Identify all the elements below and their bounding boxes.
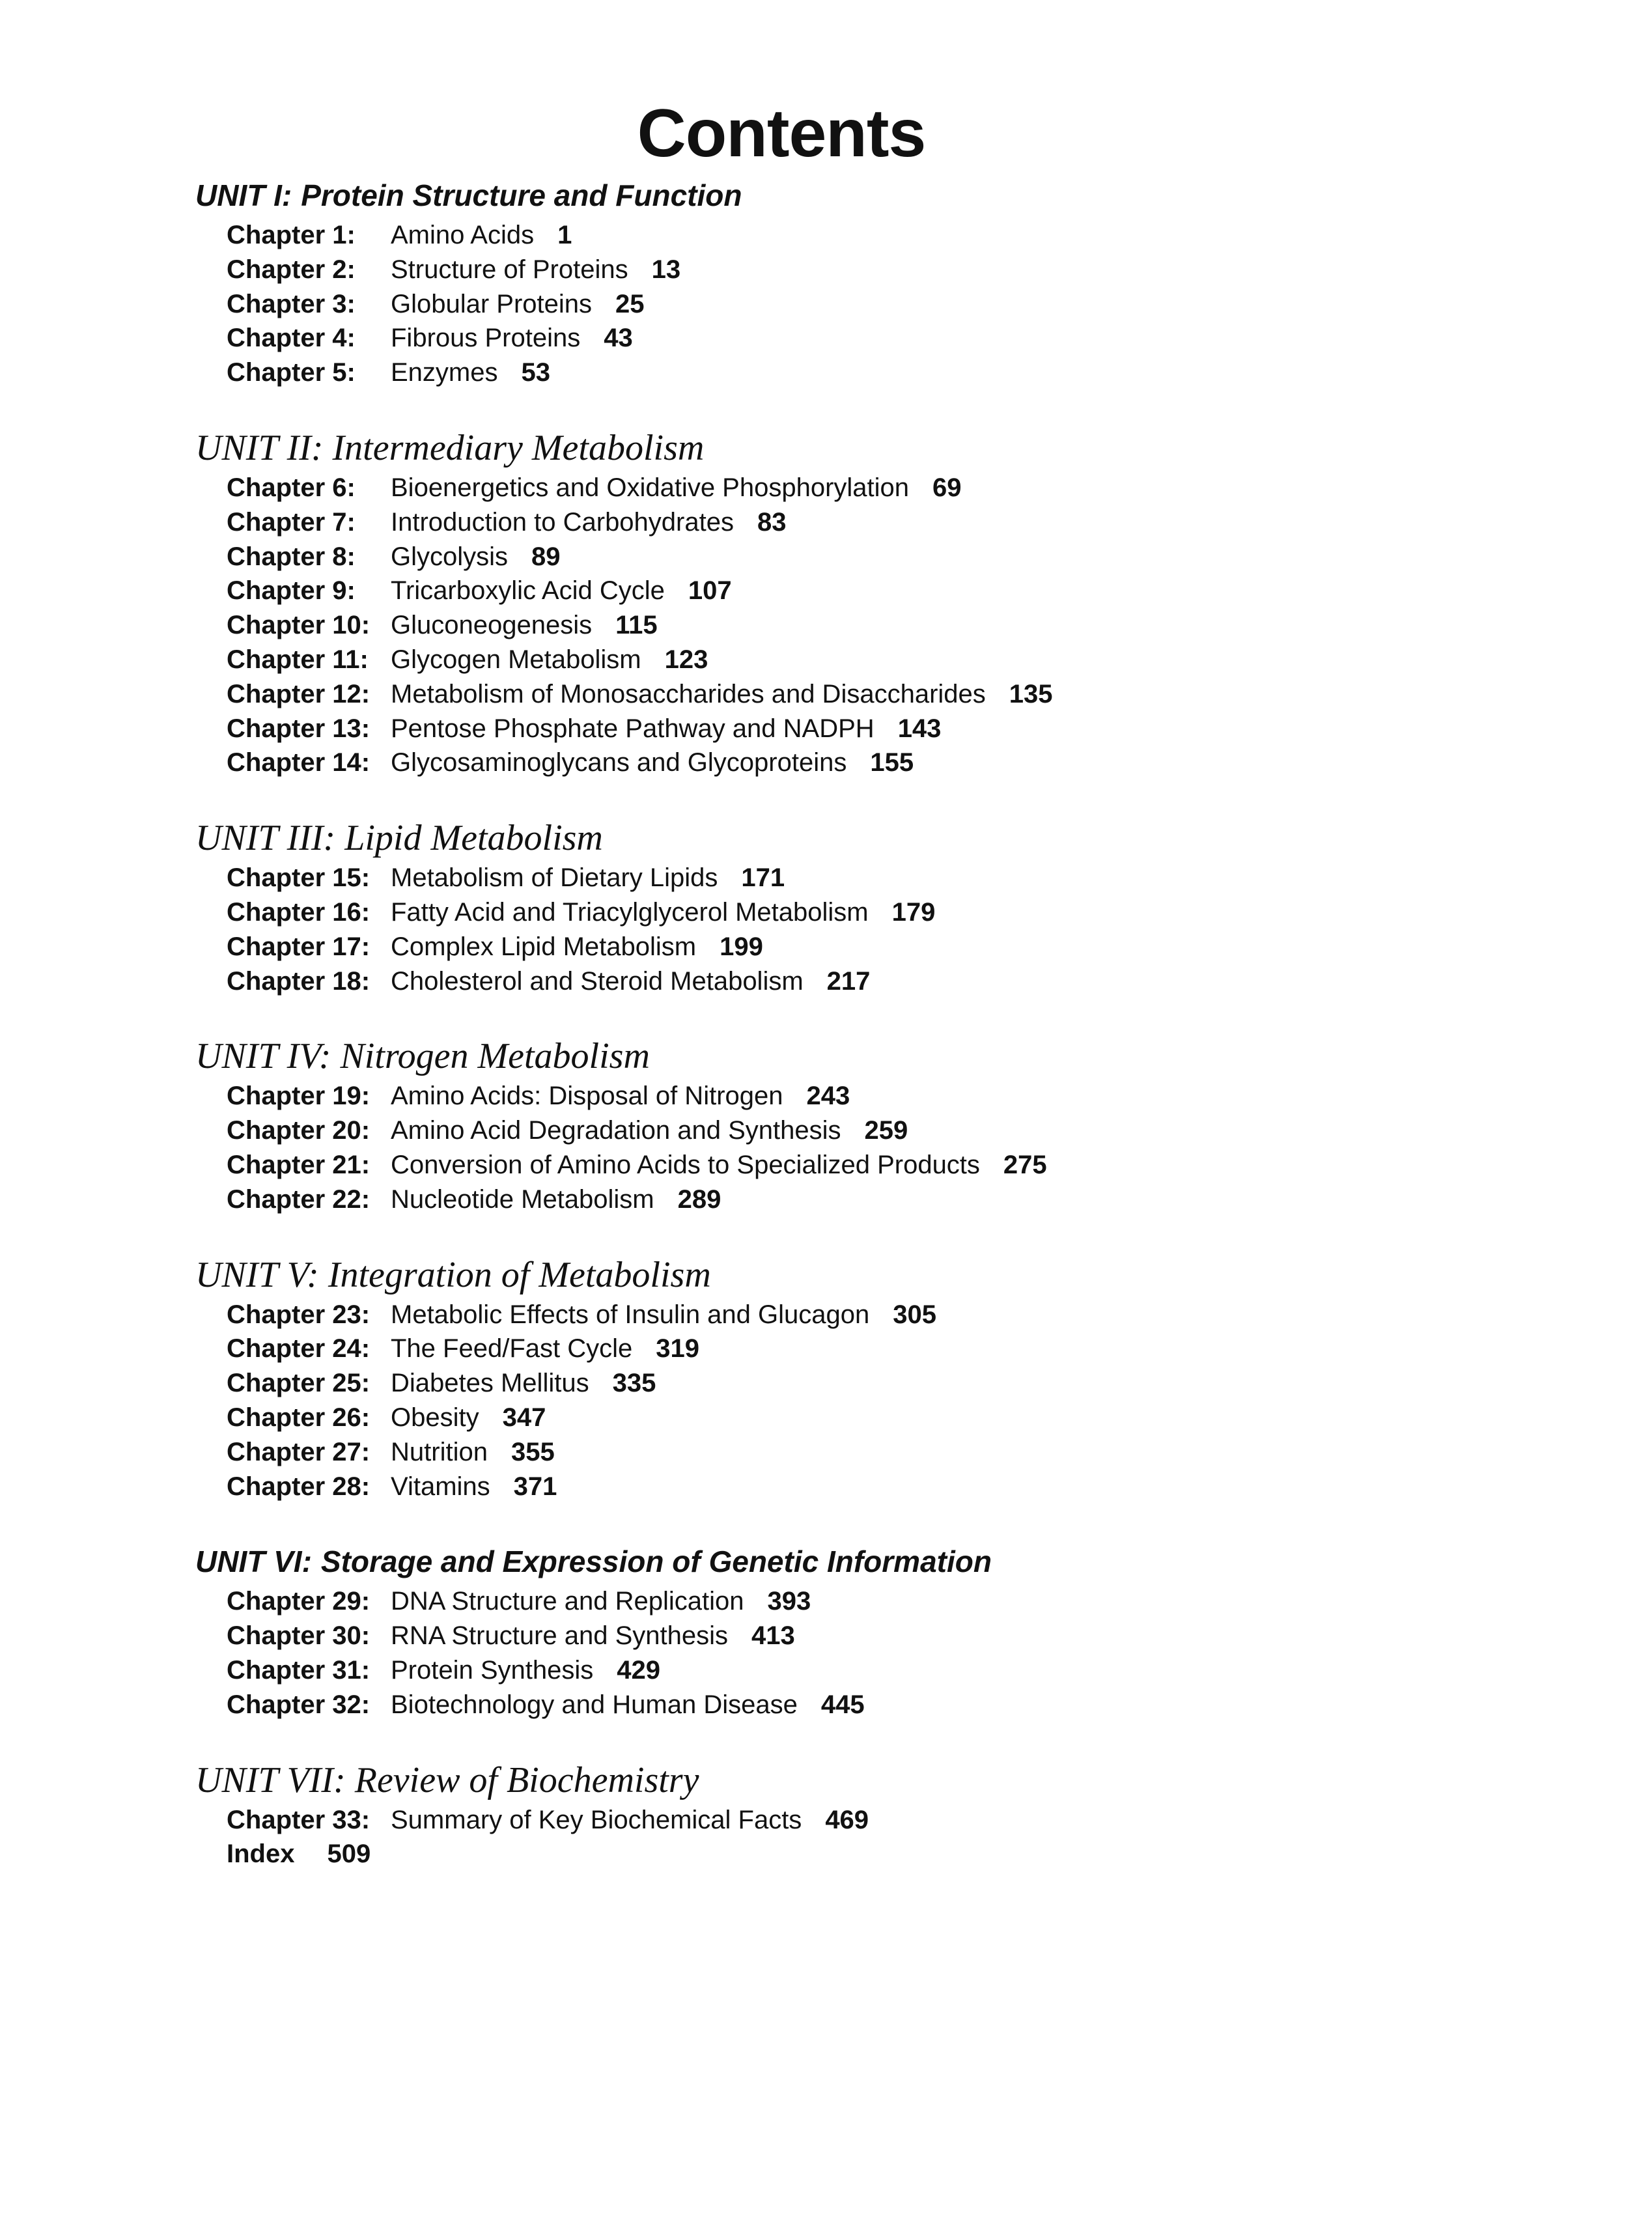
chapter-page-number: 347 (502, 1403, 546, 1432)
chapter-entry (195, 1470, 1595, 1504)
table-of-contents (195, 173, 1595, 1871)
unit-heading (195, 1757, 1595, 1803)
unit-heading (195, 173, 1595, 218)
chapter-entry (195, 643, 1595, 677)
chapter-label: Chapter 18: (227, 966, 371, 996)
chapter-entry (195, 1298, 1595, 1332)
unit-section (195, 1539, 1595, 1722)
chapter-page-number: 393 (767, 1587, 811, 1616)
chapter-label: Chapter 29: (227, 1587, 371, 1616)
chapter-page-number: 13 (651, 255, 681, 284)
chapter-title: Cholesterol and Steroid Metabolism (391, 966, 804, 996)
unit-number: UNIT VI (195, 1545, 302, 1579)
chapter-entry (195, 356, 1595, 390)
chapter-entry (195, 287, 1595, 322)
chapter-title: Metabolism of Monosaccharides and Disaccharides (391, 679, 986, 708)
chapter-label: Chapter 17: (227, 932, 371, 961)
chapter-entry (195, 1584, 1595, 1619)
chapter-title: Glycolysis (391, 542, 509, 571)
unit-number: UNIT VII (195, 1759, 334, 1800)
unit-name: Integration of Metabolism (328, 1254, 711, 1295)
chapter-title: DNA Structure and Replication (391, 1587, 744, 1616)
unit-number: UNIT I (195, 178, 282, 212)
chapter-page-number: 135 (1009, 679, 1053, 708)
chapter-title: Nucleotide Metabolism (391, 1184, 654, 1214)
chapter-page-number: 413 (751, 1621, 795, 1651)
chapter-label: Chapter 8: (227, 542, 356, 571)
chapter-label: Chapter 13: (227, 714, 371, 743)
chapter-entry (195, 540, 1595, 574)
chapter-entry (195, 1113, 1595, 1148)
chapter-page-number: 143 (897, 714, 942, 743)
chapter-title: Glycosaminoglycans and Glycoproteins (391, 748, 847, 777)
chapter-label: Chapter 19: (227, 1082, 371, 1111)
unit-separator: : (307, 1254, 319, 1295)
chapter-title: The Feed/Fast Cycle (391, 1334, 633, 1364)
chapter-title: Amino Acid Degradation and Synthesis (391, 1116, 841, 1145)
chapter-label: Chapter 1: (227, 221, 356, 249)
unit-number: UNIT V (195, 1254, 307, 1295)
unit-name: Nitrogen Metabolism (340, 1036, 650, 1077)
chapter-label: Chapter 3: (227, 289, 356, 318)
chapter-page-number: 445 (820, 1690, 865, 1719)
chapter-page-number: 89 (531, 542, 561, 571)
chapter-title: Introduction to Carbohydrates (391, 507, 734, 537)
chapter-title: Protein Synthesis (391, 1655, 594, 1685)
page-title: Contents (637, 96, 926, 171)
chapter-title: Amino Acids: Disposal of Nitrogen (391, 1082, 783, 1111)
chapter-title: Gluconeogenesis (391, 611, 593, 640)
chapter-title: Glycogen Metabolism (391, 645, 641, 674)
chapter-label: Chapter 31: (227, 1655, 371, 1685)
chapter-label: Chapter 14: (227, 748, 371, 777)
chapter-entry (195, 218, 1595, 253)
chapter-title: RNA Structure and Synthesis (391, 1621, 729, 1651)
chapter-title: Biotechnology and Human Disease (391, 1690, 798, 1719)
chapter-label: Chapter 5: (227, 358, 356, 387)
chapter-page-number: 243 (806, 1082, 850, 1111)
chapter-label: Chapter 16: (227, 897, 371, 927)
chapter-page-number: 217 (826, 966, 871, 996)
chapter-label: Chapter 12: (227, 679, 371, 708)
chapter-page-number: 53 (521, 358, 550, 387)
chapter-label: Chapter 22: (227, 1184, 371, 1214)
chapter-label: Chapter 11: (227, 645, 369, 674)
chapter-entry (195, 1332, 1595, 1366)
unit-heading (195, 1539, 1595, 1584)
unit-name: Protein Structure and Function (301, 178, 742, 212)
chapter-label: Chapter 20: (227, 1116, 371, 1145)
chapter-entry (195, 574, 1595, 608)
chapter-label: Chapter 6: (227, 473, 356, 502)
index-page-number: 509 (327, 1840, 371, 1869)
unit-separator: : (323, 818, 336, 859)
chapter-title: Nutrition (391, 1437, 488, 1466)
chapter-title: Fibrous Proteins (391, 324, 581, 353)
chapter-title: Summary of Key Biochemical Facts (391, 1805, 802, 1834)
chapter-entry (195, 746, 1595, 780)
unit-name: Storage and Expression of Genetic Information (320, 1545, 992, 1579)
chapter-page-number: 319 (656, 1334, 699, 1364)
chapter-page-number: 199 (720, 932, 763, 961)
chapter-page-number: 275 (1003, 1150, 1047, 1179)
unit-heading (195, 815, 1595, 861)
chapter-title: Globular Proteins (391, 289, 593, 318)
chapter-entry (195, 964, 1595, 999)
chapter-title: Pentose Phosphate Pathway and NADPH (391, 714, 875, 743)
chapter-page-number: 155 (870, 748, 914, 777)
chapter-label: Chapter 15: (227, 863, 371, 893)
chapter-entry (195, 1182, 1595, 1217)
chapter-page-number: 259 (864, 1116, 908, 1145)
unit-separator: : (311, 427, 324, 468)
unit-section (195, 1757, 1595, 1872)
chapter-label: Chapter 23: (227, 1300, 371, 1329)
chapter-title: Vitamins (391, 1472, 490, 1501)
chapter-entry (195, 861, 1595, 895)
chapter-label: Chapter 33: (227, 1805, 371, 1834)
chapter-title: Metabolism of Dietary Lipids (391, 863, 718, 893)
unit-number: UNIT IV (195, 1036, 319, 1077)
unit-section (195, 173, 1595, 390)
chapter-page-number: 1 (557, 221, 572, 249)
chapter-entry (195, 321, 1595, 356)
unit-name: Review of Biochemistry (354, 1759, 699, 1800)
chapter-entry (195, 1619, 1595, 1653)
unit-separator: : (333, 1759, 346, 1800)
index-label: Index (227, 1840, 295, 1869)
chapter-entry (195, 1435, 1595, 1470)
chapter-entry (195, 930, 1595, 964)
chapter-page-number: 83 (757, 507, 787, 537)
unit-number: UNIT III (195, 818, 324, 859)
chapter-label: Chapter 32: (227, 1690, 371, 1719)
chapter-label: Chapter 26: (227, 1403, 371, 1432)
chapter-page-number: 43 (604, 324, 633, 353)
chapter-label: Chapter 2: (227, 255, 356, 284)
unit-section (195, 815, 1595, 998)
chapter-title: Complex Lipid Metabolism (391, 932, 697, 961)
chapter-label: Chapter 4: (227, 324, 356, 353)
chapter-entry (195, 505, 1595, 540)
chapter-entry (195, 1079, 1595, 1113)
chapter-entry (195, 1401, 1595, 1435)
chapter-page-number: 115 (615, 611, 658, 640)
chapter-entry (195, 1653, 1595, 1688)
chapter-page-number: 179 (891, 897, 936, 927)
chapter-label: Chapter 10: (227, 611, 371, 640)
chapter-title: Bioenergetics and Oxidative Phosphorylation (391, 473, 910, 502)
chapter-title: Structure of Proteins (391, 255, 628, 284)
chapter-page-number: 289 (677, 1184, 721, 1214)
chapter-title: Fatty Acid and Triacylglycerol Metabolism (391, 897, 869, 927)
chapter-title: Metabolic Effects of Insulin and Glucagon (391, 1300, 870, 1329)
chapter-page-number: 25 (615, 289, 645, 318)
unit-section (195, 425, 1595, 780)
chapter-page-number: 335 (612, 1369, 656, 1398)
unit-number: UNIT II (195, 427, 311, 468)
chapter-label: Chapter 24: (227, 1334, 371, 1364)
chapter-entry (195, 1803, 1595, 1838)
unit-separator: : (281, 178, 292, 212)
chapter-page-number: 305 (893, 1300, 937, 1329)
chapter-label: Chapter 9: (227, 576, 356, 606)
chapter-label: Chapter 30: (227, 1621, 371, 1651)
unit-name: Lipid Metabolism (344, 818, 603, 859)
chapter-page-number: 69 (932, 473, 962, 502)
unit-section (195, 1252, 1595, 1504)
chapter-entry (195, 677, 1595, 712)
chapter-title: Tricarboxylic Acid Cycle (391, 576, 665, 606)
chapter-label: Chapter 25: (227, 1369, 371, 1398)
chapter-entry (195, 608, 1595, 643)
index-entry (195, 1837, 1595, 1871)
chapter-title: Amino Acids (391, 221, 535, 249)
chapter-entry (195, 253, 1595, 287)
unit-heading (195, 1252, 1595, 1298)
chapter-page-number: 429 (617, 1655, 661, 1685)
unit-section (195, 1033, 1595, 1216)
chapter-page-number: 107 (688, 576, 732, 606)
chapter-page-number: 171 (741, 863, 785, 893)
chapter-page-number: 123 (664, 645, 708, 674)
chapter-entry (195, 1148, 1595, 1182)
unit-separator: : (318, 1036, 331, 1077)
chapter-label: Chapter 21: (227, 1150, 371, 1179)
chapter-page-number: 355 (511, 1437, 555, 1466)
chapter-title: Enzymes (391, 358, 498, 387)
chapter-page-number: 469 (825, 1805, 869, 1834)
chapter-title: Obesity (391, 1403, 479, 1432)
chapter-label: Chapter 27: (227, 1437, 371, 1466)
unit-heading (195, 425, 1595, 471)
chapter-entry (195, 471, 1595, 505)
chapter-entry (195, 712, 1595, 746)
chapter-label: Chapter 7: (227, 507, 356, 537)
chapter-label: Chapter 28: (227, 1472, 371, 1501)
chapter-page-number: 371 (513, 1472, 557, 1501)
chapter-title: Diabetes Mellitus (391, 1369, 589, 1398)
unit-separator: : (301, 1545, 312, 1579)
chapter-entry (195, 1688, 1595, 1722)
unit-name: Intermediary Metabolism (332, 427, 705, 468)
unit-heading (195, 1033, 1595, 1079)
chapter-entry (195, 1366, 1595, 1401)
chapter-entry (195, 895, 1595, 930)
chapter-title: Conversion of Amino Acids to Specialized Products (391, 1150, 980, 1179)
